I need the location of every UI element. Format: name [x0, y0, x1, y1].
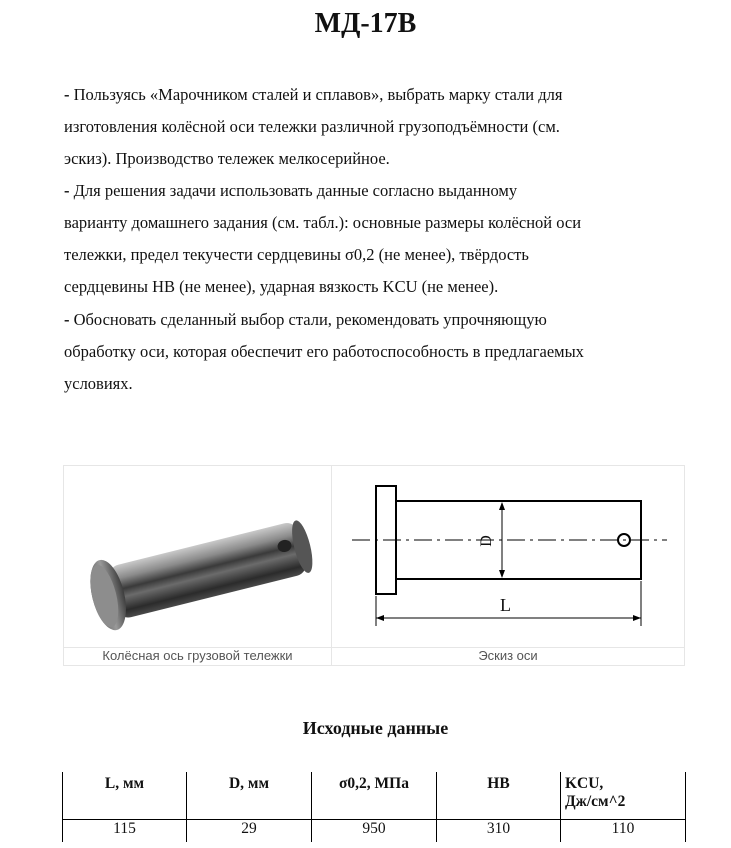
text-line: тележки, предел текучести сердцевины σ0,2 (не менее), твёрдость: [64, 245, 529, 264]
text-line: обработку оси, которая обеспечит его работоспособность в предлагаемых: [64, 342, 584, 361]
dimension-l-label: L: [500, 595, 511, 615]
text-line: изготовления колёсной оси тележки различной грузоподъёмности (см.: [64, 117, 560, 136]
header-kcu-label: KCU,: [564, 775, 604, 792]
text-line: Для решения задачи использовать данные согласно выданному: [73, 181, 518, 200]
sketch-caption: Эскиз оси: [478, 648, 538, 663]
cell-d: 29: [186, 820, 311, 843]
header-l: L, мм: [63, 772, 187, 820]
axle-sketch: [332, 466, 684, 647]
header-kcu-unit: Дж/см^2: [564, 793, 626, 810]
text-line: Пользуясь «Марочником сталей и сплавов», выбрать марку стали для: [73, 85, 563, 104]
source-data-table: [62, 772, 686, 842]
photo-caption: Колёсная ось грузовой тележки: [102, 648, 293, 663]
page-title: МД-17В: [314, 8, 417, 39]
cell-hb: 310: [436, 820, 560, 843]
bullet-marker: -: [64, 310, 70, 329]
text-line: сердцевины HB (не менее), ударная вязкость KCU (не менее).: [64, 277, 499, 296]
header-kcu: [560, 772, 685, 820]
dimension-d-label: D: [477, 535, 495, 547]
table-row: [63, 820, 686, 843]
text-line: Обосновать сделанный выбор стали, рекомендовать упрочняющую: [73, 310, 547, 329]
text-line: условиях.: [64, 374, 133, 393]
text-line: варианту домашнего задания (см. табл.): основные размеры колёсной оси: [64, 213, 582, 232]
axle-figure: [63, 465, 685, 666]
cell-sigma: 950: [311, 820, 436, 843]
header-sigma: σ0,2, МПа: [311, 772, 436, 820]
table-header-row: [63, 772, 686, 820]
paragraph-3: [64, 304, 704, 400]
cell-l: 115: [63, 820, 187, 843]
bullet-marker: -: [64, 85, 70, 104]
header-d: D, мм: [186, 772, 311, 820]
paragraph-2: [64, 175, 704, 303]
paragraph-1: [64, 79, 704, 175]
text-line: эскиз). Производство тележек мелкосерийное.: [64, 149, 390, 168]
bullet-marker: -: [64, 181, 70, 200]
cell-kcu: 110: [560, 820, 685, 843]
axle-photo: [64, 466, 331, 647]
table-heading: Исходные данные: [302, 718, 449, 738]
header-hb: HB: [436, 772, 560, 820]
